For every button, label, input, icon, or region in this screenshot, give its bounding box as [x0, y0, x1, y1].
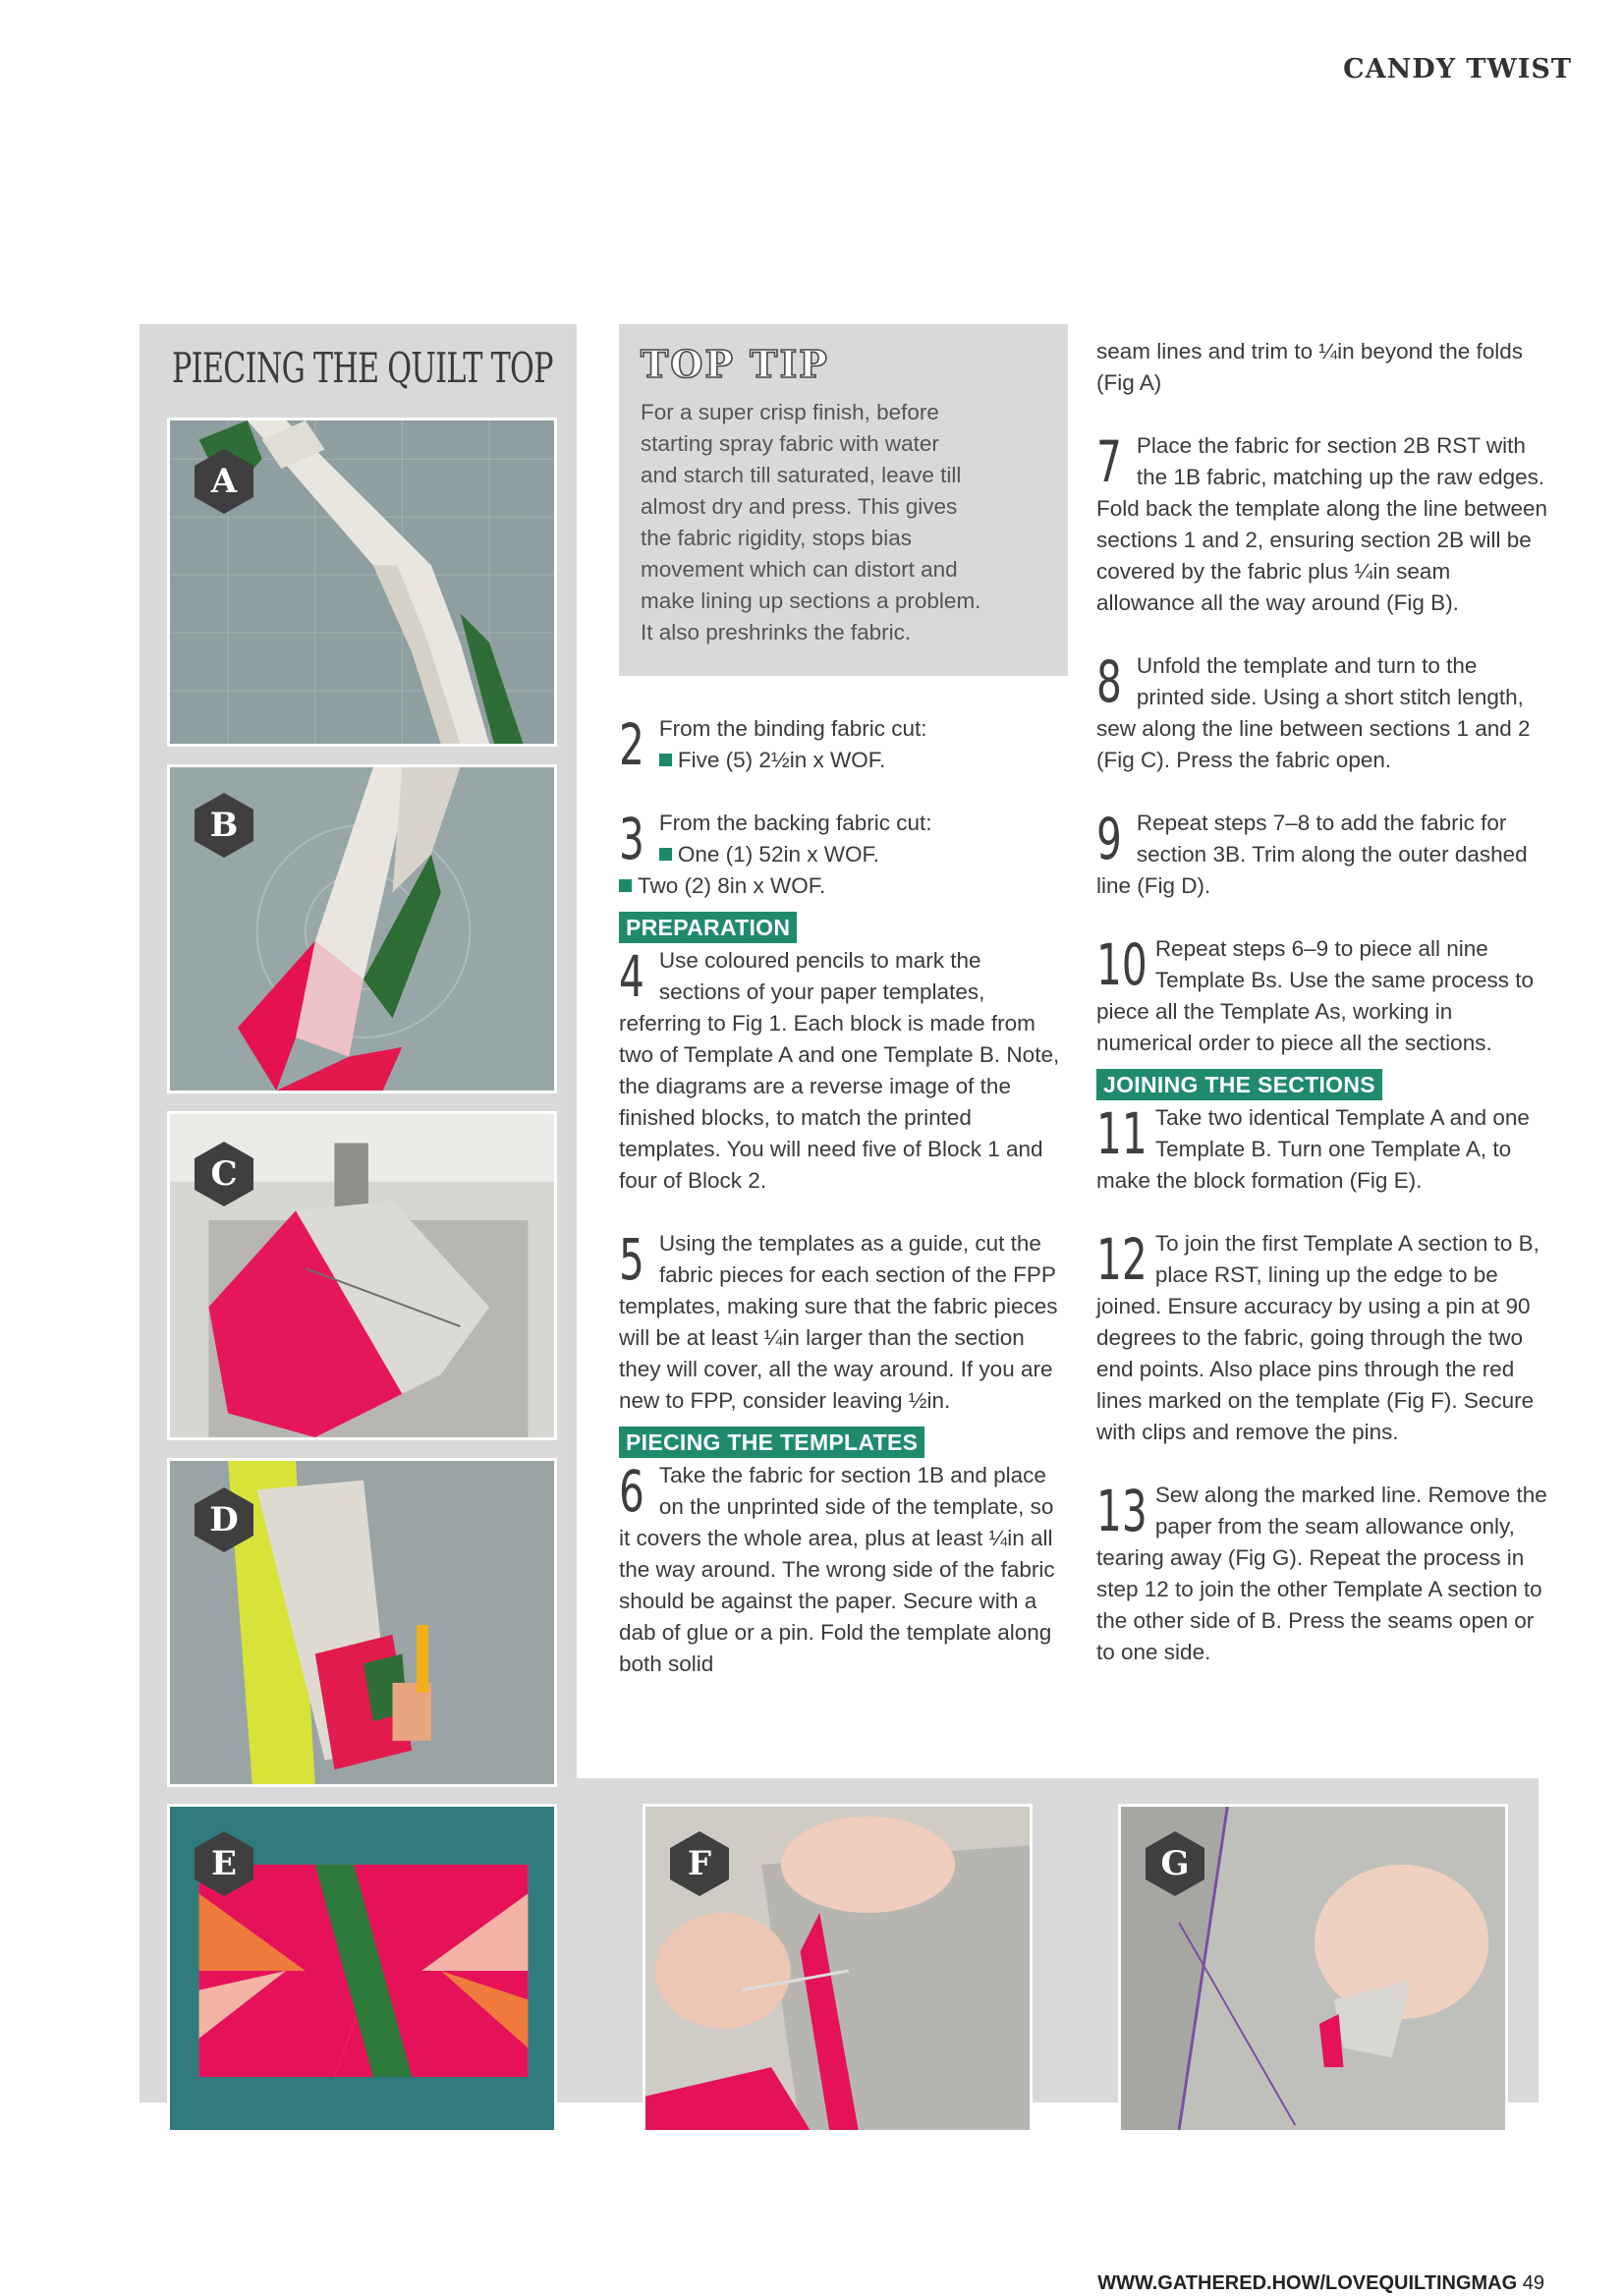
step-text: Repeat steps 6–9 to piece all nine Template Bs. Use the same process to piece all the Template As, working in numerical order to piece all the sections.	[1096, 936, 1534, 1055]
step-text: Repeat steps 7–8 to add the fabric for section 3B. Trim along the outer dashed line (Fig D).	[1096, 811, 1528, 898]
step-2	[619, 713, 1067, 776]
right-column	[1096, 336, 1548, 1700]
step-bullet: Two (2) 8in x WOF.	[638, 873, 826, 898]
step-text: Using the templates as a guide, cut the fabric pieces for each section of the FPP templates, making sure that the fabric pieces will be at least ¼in larger than the section they will cover, all the way around. If you are new to FPP, consider leaving ½in.	[619, 1231, 1058, 1413]
step-5	[619, 1228, 1067, 1417]
step-number: 2	[619, 711, 644, 778]
step-6	[619, 1460, 1067, 1680]
step-bullet: Five (5) 2½in x WOF.	[677, 748, 886, 772]
step-number: 4	[619, 943, 644, 1010]
top-tip-text	[641, 397, 1043, 648]
figure-c-label: C	[193, 1140, 255, 1208]
footer-url[interactable]: WWW.GATHERED.HOW/LOVEQUILTINGMAG	[1097, 2272, 1518, 2294]
heading-piecing-templates: PIECING THE TEMPLATES	[619, 1427, 924, 1458]
figure-g-label: G	[1144, 1829, 1206, 1898]
top-tip-line: It also preshrinks the fabric.	[641, 620, 912, 644]
top-tip-line: almost dry and press. This gives	[641, 494, 958, 519]
step-10	[1096, 933, 1548, 1059]
figure-b-label: B	[193, 791, 255, 860]
footer	[1097, 2272, 1544, 2295]
step-text: Place the fabric for section 2B RST with the 1B fabric, matching up the raw edges. Fold back the template along the line between sections 1 and 2, ensuring section 2B will be covered by the fabric plus ¼in seam allowance all the way around (Fig B).	[1096, 433, 1548, 615]
top-tip-line: For a super crisp finish, before	[641, 400, 939, 424]
figure-e-label: E	[193, 1829, 255, 1898]
step-text: Take two identical Template A and one Template B. Turn one Template A, to make the block formation (Fig E).	[1096, 1105, 1530, 1193]
step-text: Unfold the template and turn to the printed side. Using a short stitch length, sew along the line between sections 1 and 2 (Fig C). Press the fabric open.	[1096, 653, 1531, 772]
bullet-square	[659, 754, 672, 766]
figure-d-label: D	[193, 1485, 255, 1554]
step-number: 11	[1096, 1100, 1147, 1167]
step-11	[1096, 1102, 1548, 1197]
step-text: Sew along the marked line. Remove the paper from the seam allowance only, tearing away (Fig G). Repeat the process in step 12 to join the other Template A section to the other side of B. Press the seams open or to one side.	[1096, 1483, 1547, 1664]
top-tip-line: movement which can distort and	[641, 557, 958, 582]
step-8	[1096, 650, 1548, 776]
step-text: From the binding fabric cut:	[658, 716, 927, 741]
step-12	[1096, 1228, 1548, 1448]
top-tip-line: make lining up sections a problem.	[641, 588, 981, 613]
bullet-square	[659, 848, 672, 861]
bullet-square	[619, 879, 632, 892]
step-bullet: One (1) 52in x WOF.	[677, 842, 879, 867]
step-number: 6	[619, 1458, 644, 1525]
step-number: 12	[1096, 1226, 1147, 1293]
page-number: 49	[1522, 2272, 1544, 2294]
top-tip-line: and starch till saturated, leave till	[641, 463, 962, 487]
continued-text: seam lines and trim to ¼in beyond the folds (Fig A)	[1096, 339, 1523, 395]
step-number: 7	[1096, 428, 1122, 495]
heading-joining-sections: JOINING THE SECTIONS	[1096, 1069, 1382, 1100]
running-head: CANDY TWIST	[1343, 54, 1572, 84]
figure-a-label: A	[193, 447, 255, 516]
heading-preparation: PREPARATION	[619, 912, 797, 943]
step-number: 10	[1096, 931, 1147, 998]
top-tip-line: the fabric rigidity, stops bias	[641, 526, 912, 550]
step-4	[619, 945, 1067, 1197]
middle-column	[619, 713, 1067, 1711]
step-number: 9	[1096, 806, 1122, 872]
step-number: 3	[619, 806, 644, 872]
figure-f-label: F	[668, 1829, 731, 1898]
step-text: To join the first Template A section to B, place RST, lining up the edge to be joined. Ensure accuracy by using a pin at 90 degrees to the fabric, going through the two end points. Also place pins through the red lines marked on the template (Fig F). Secure with clips and remove the pins.	[1096, 1231, 1539, 1444]
top-tip-title: TOP TIP	[641, 342, 829, 386]
top-tip-line: starting spray fabric with water	[641, 431, 939, 456]
step-number: 13	[1096, 1478, 1147, 1544]
step-9	[1096, 808, 1548, 902]
top-tip-box	[619, 324, 1068, 676]
step-number: 8	[1096, 648, 1122, 715]
step-text: From the backing fabric cut:	[658, 811, 932, 835]
step-text: Use coloured pencils to mark the sections of your paper templates, referring to Fig 1. Each block is made from two of Template A and one Template B. Note, the diagrams are a reverse image of the finished blocks, to match the printed templates. You will need five of Block 1 and four of Block 2.	[619, 948, 1060, 1193]
step-number: 5	[619, 1226, 644, 1293]
step-3	[619, 808, 1067, 902]
section-heading: PIECING THE QUILT TOP	[172, 344, 553, 392]
step-13	[1096, 1480, 1548, 1668]
step-text: Take the fabric for section 1B and place on the unprinted side of the template, so it covers the whole area, plus at least ¼in all the way around. The wrong side of the fabric should be against the paper. Secure with a dab of glue or a pin. Fold the template along both solid	[619, 1463, 1055, 1676]
step-7	[1096, 430, 1548, 619]
